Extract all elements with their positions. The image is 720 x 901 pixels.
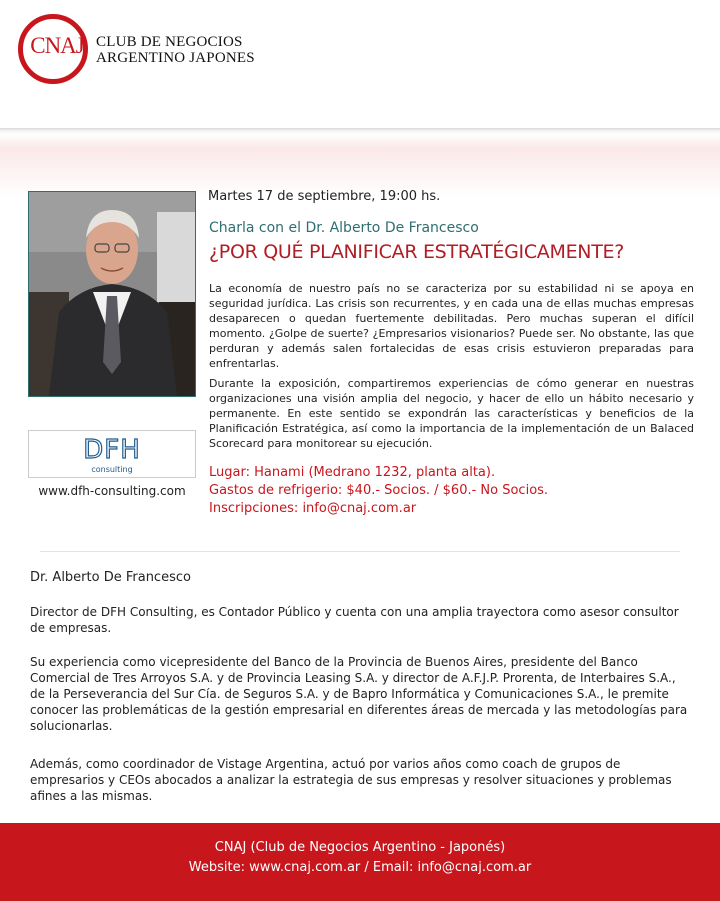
bio-paragraph-3: Además, como coordinador de Vistage Argentina, actuó por varios años como coach de grupos de empresarios y CEOs abocados a analizar la estrategia de sus empresas y resolver situaciones y problemas afines a las mismas.	[30, 757, 672, 803]
bio-paragraph-1: Director de DFH Consulting, es Contador Público y cuenta con una amplia trayectora como asesor consultor de empresas.	[30, 605, 679, 635]
footer-line-1: CNAJ (Club de Negocios Argentino - Japonés)	[214, 840, 506, 855]
event-info	[209, 464, 548, 518]
event-title: ¿POR QUÉ PLANIFICAR ESTRATÉGICAMENTE?	[209, 241, 625, 263]
cnaj-logo-text: CNAJ	[30, 33, 84, 58]
event-paragraph-2: Durante la exposición, compartiremos experiencias de cómo generar en nuestras organizaciones una visión amplia del negocio, y hacer de ello un hábito necesario y permanente. En este sentido se expondrán las características y beneficios de la Planificación Estratégica, así como la importancia de la implementación de un Balaced Scorecard para monitorear su ejecución.	[209, 377, 694, 450]
event-inscripciones-link[interactable]: Inscripciones: info@cnaj.com.ar	[209, 501, 417, 516]
event-subtitle: Charla con el Dr. Alberto De Francesco	[209, 220, 479, 236]
speaker-portrait-illustration	[29, 192, 195, 396]
dfh-logo-card[interactable]	[28, 430, 196, 478]
club-name	[96, 34, 255, 66]
dfh-website-link[interactable]: www.dfh-consulting.com	[38, 484, 186, 498]
speaker-photo	[28, 191, 196, 397]
footer-contact-links[interactable]: Website: www.cnaj.com.ar / Email: info@cnaj.com.ar	[188, 860, 532, 875]
club-name-line1: CLUB DE NEGOCIOS	[96, 34, 243, 50]
event-paragraph-1: La economía de nuestro país no se caracteriza por su estabilidad ni se apoya en seguridad jurídica. Las crisis son recurrentes, y en cada una de ellas muchas empresas desaparecen o quedan fuertemente debilitadas. Pero muchas superan el difícil momento. ¿Golpe de suerte? ¿Empresarios visionarios? Puede ser. No obstante, las que perduran y además salen fortalecidas de esas crisis estuvieron preparadas para enfrentarlas.	[209, 282, 694, 370]
bio-paragraph-2: Su experiencia como vicepresidente del Banco de la Provincia de Buenos Aires, presidente del Banco Comercial de Tres Arroyos S.A. y de Provincia Leasing S.A. y director de A.F.J.P. Prorenta, de Interbaires S.A., de la Perseverancia del Sur Cía. de Seguros S.A. y de Bapro Informática y Comunicaciones S.A., le premite conocer las problemáticas de la gestión empresarial en diferentes áreas de mercada y las metodologías para solucionarlas.	[30, 655, 688, 733]
bio-name: Dr. Alberto De Francesco	[30, 570, 191, 585]
event-lugar: Lugar: Hanami (Medrano 1232, planta alta).	[209, 465, 496, 480]
event-datetime: Martes 17 de septiembre, 19:00 hs.	[208, 189, 441, 204]
header	[0, 0, 720, 130]
dfh-logo-letters: DFH	[83, 435, 141, 465]
event-gastos: Gastos de refrigerio: $40.- Socios. / $60.- No Socios.	[209, 483, 549, 498]
club-name-line2: ARGENTINO JAPONES	[96, 50, 255, 66]
section-divider	[40, 551, 680, 552]
dfh-logo-sub: consulting	[91, 465, 133, 474]
